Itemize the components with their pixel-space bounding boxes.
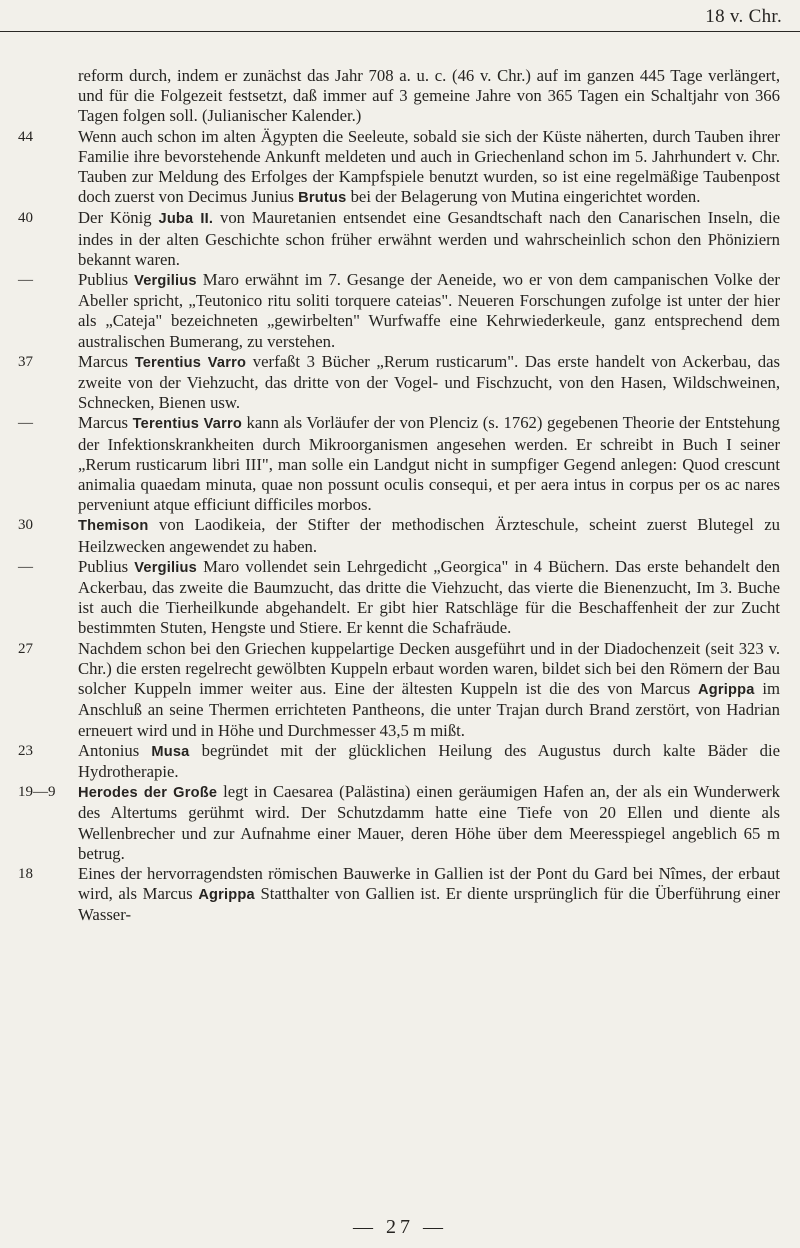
text-segment: Antonius [78,740,152,760]
person-name: Agrippa [698,682,755,699]
person-name: Juba II. [158,211,214,228]
chronicle-entry [18,515,780,556]
entry-year: 18 [18,865,33,882]
text-segment: legt in Caesarea (Palästina) einen geräumigen Hafen an, der als ein Wunderwerk des Altertums gerühmt wird. Der Schutzdamm hatte eine Tiefe von 20 Ellen und diente als Wellenbrecher und zur Aufnahme einer Mauer, deren Höhe über dem Meeresspiegel angeblich 65 m betrug. [78,782,780,863]
text-segment: Marcus [78,351,135,371]
entry-year: — [18,415,33,432]
text-segment: Publius [78,556,135,576]
text-segment: reform durch, indem er zunächst das Jahr 708 a. u. c. (46 v. Chr.) auf im ganzen 445 Tage verlängert, und für die Folgezeit festsetzt, daß immer auf 3 gemeine Jahre von 365 Tagen ein Schaltjahr von 366 Tagen folgen soll. (Julianischer Kalender.) [78,66,780,126]
chronicle-entry [18,557,780,639]
entry-text [78,66,780,127]
text-segment: Der König [78,208,159,228]
entry-text [78,864,780,926]
entry-text [78,515,780,556]
text-segment: verfaßt 3 Bücher „Rerum rusticarum". Das erste handelt von Ackerbau, das zweite von der Viehzucht, das dritte von der Vogel- und Fischzucht, von den Hasen, Wildschweinen, Schnecken, Bienen usw. [78,351,780,413]
entry-text [78,208,780,270]
entry-year: 37 [18,353,33,370]
text-segment: Eines der hervorragendsten römischen Bauwerke in Gallien ist der Pont du Gard bei Nîmes, der erbaut wird, als Marcus [78,863,780,904]
page-number: — 27 — [353,1216,447,1238]
entry-year [18,66,78,127]
entry-year: 23 [18,742,33,759]
text-segment: Nachdem schon bei den Griechen kuppelartige Decken ausgeführt und in der Diadochenzeit (seit 323 v. Chr.) die ersten regelrecht gewölbten Kuppeln erbaut worden waren, bildet sich bei den Römern der Bau solcher Kuppeln immer weiter aus. Eine der ältesten Kuppeln ist die des von Marcus [78,638,780,699]
text-segment: im Anschluß an seine Thermen errichteten Pantheons, die unter Trajan durch Brand zerstört, von Hadrian erneuert wird und in Höhe und Durchmesser 43,5 m mißt. [78,679,780,740]
chronicle-entry [18,208,780,270]
chronicle-entry [18,639,780,741]
chronicle-entry [18,413,780,515]
person-name: Terentius Varro [134,354,247,371]
entry-year: — [18,272,33,289]
chronicle-entry [18,66,780,127]
entry-text [78,741,780,782]
chronicle-entry [18,782,780,864]
person-name: Musa [151,743,190,760]
chronicle-entry [18,352,780,414]
person-name: Vergilius [134,273,197,290]
entry-year: 30 [18,517,33,534]
header-rule [0,31,800,32]
text-segment: kann als Vorläufer der von Plenciz (s. 1762) gegebenen Theorie der Entstehung der Infektionskrankheiten durch Mikroorganismen angesehen werden. Er schreibt in Buch I seiner „Rerum rusticarum libri III", man solle ein Landgut nicht in sumpfiger Gegend anlegen: Quod crescunt animalia quaedam minuta, quae non possunt oculis consequi, et per aera intus in corpus per os ac nares perveniunt atque efficiunt difficiles morbos. [78,413,780,515]
running-head: 18 v. Chr. [705,6,782,27]
chronicle-body [18,66,780,926]
entry-year: — [18,558,33,575]
chronicle-entry [18,864,780,926]
chronicle-entry [18,741,780,782]
chronicle-entry [18,127,780,209]
text-segment: Marcus [78,413,133,433]
entry-text [78,270,780,352]
person-name: Herodes der Große [78,785,218,802]
page-header [0,0,800,36]
entry-text [78,557,780,639]
text-segment: Maro erwähnt im 7. Gesange der Aeneide, wo er von dem campanischen Volke der Abeller spricht, „Teutonico ritu soliti torquere cateias". Neueren Forschungen zufolge ist unter der hier als „Cateja" bezeichneten „gewirbelten" Wurfwaffe eine Kehrwiederkeule, ganz entsprechend dem australischen Bumerang, zu verstehen. [78,270,780,351]
text-segment: Publius [78,270,135,290]
text-segment: von Laodikeia, der Stifter der methodischen Ärzteschule, scheint zuerst Blutegel zu Heilzwecken angewendet zu haben. [78,515,780,556]
entry-text [78,639,780,741]
chronicle-entry [18,270,780,352]
entry-text [78,352,780,414]
person-name: Agrippa [198,887,255,904]
entry-year: 40 [18,210,33,227]
text-segment: bei der Belagerung von Mutina eingerichtet worden. [346,187,701,207]
entry-year: 44 [18,128,33,145]
entry-year: 19—9 [18,784,56,801]
entry-text [78,127,780,209]
text-segment: Statthalter von Gallien ist. Er diente ursprünglich für die Überführung einer Wasser- [78,884,780,925]
person-name: Terentius Varro [132,416,242,433]
entry-year: 27 [18,640,33,657]
text-segment: begründet mit der glücklichen Heilung des Augustus durch kalte Bäder die Hydrotherapie. [78,740,780,781]
text-segment: Wenn auch schon im alten Ägypten die Seeleute, sobald sie sich der Küste näherten, durch Tauben ihrer Familie ihre bevorstehende Ankunft meldeten und auch in Griechenland schon im 5. Jahrhundert v. Chr. Tauben zur Meldung des Erfolges der Kampfspiele benutzt wurden, so ist eine regelmäßige Taubenpost doch zuerst von Decimus Junius [78,126,780,207]
text-segment: Maro vollendet sein Lehrgedicht „Georgica" in 4 Büchern. Das erste behandelt den Ackerbau, das zweite die Baumzucht, das dritte die Viehzucht, das vierte die Bienenzucht, Im 3. Buche ist auch die Tierheilkunde abgehandelt. Er gibt hier Ratschläge für die Beschaffenheit der zur Zucht bestimmten Stuten, Hengste und Stiere. Er kennt die Schafräude. [78,556,780,638]
person-name: Brutus [298,190,347,207]
person-name: Themison [78,518,149,535]
entry-text [78,413,780,515]
person-name: Vergilius [134,559,197,576]
entry-text [78,782,780,864]
text-segment: von Mauretanien entsendet eine Gesandtschaft nach den Canarischen Inseln, die indes in der alten Geschichte schon früher erwähnt werden und wahrscheinlich schon den Phöniziern bekannt waren. [78,208,780,269]
